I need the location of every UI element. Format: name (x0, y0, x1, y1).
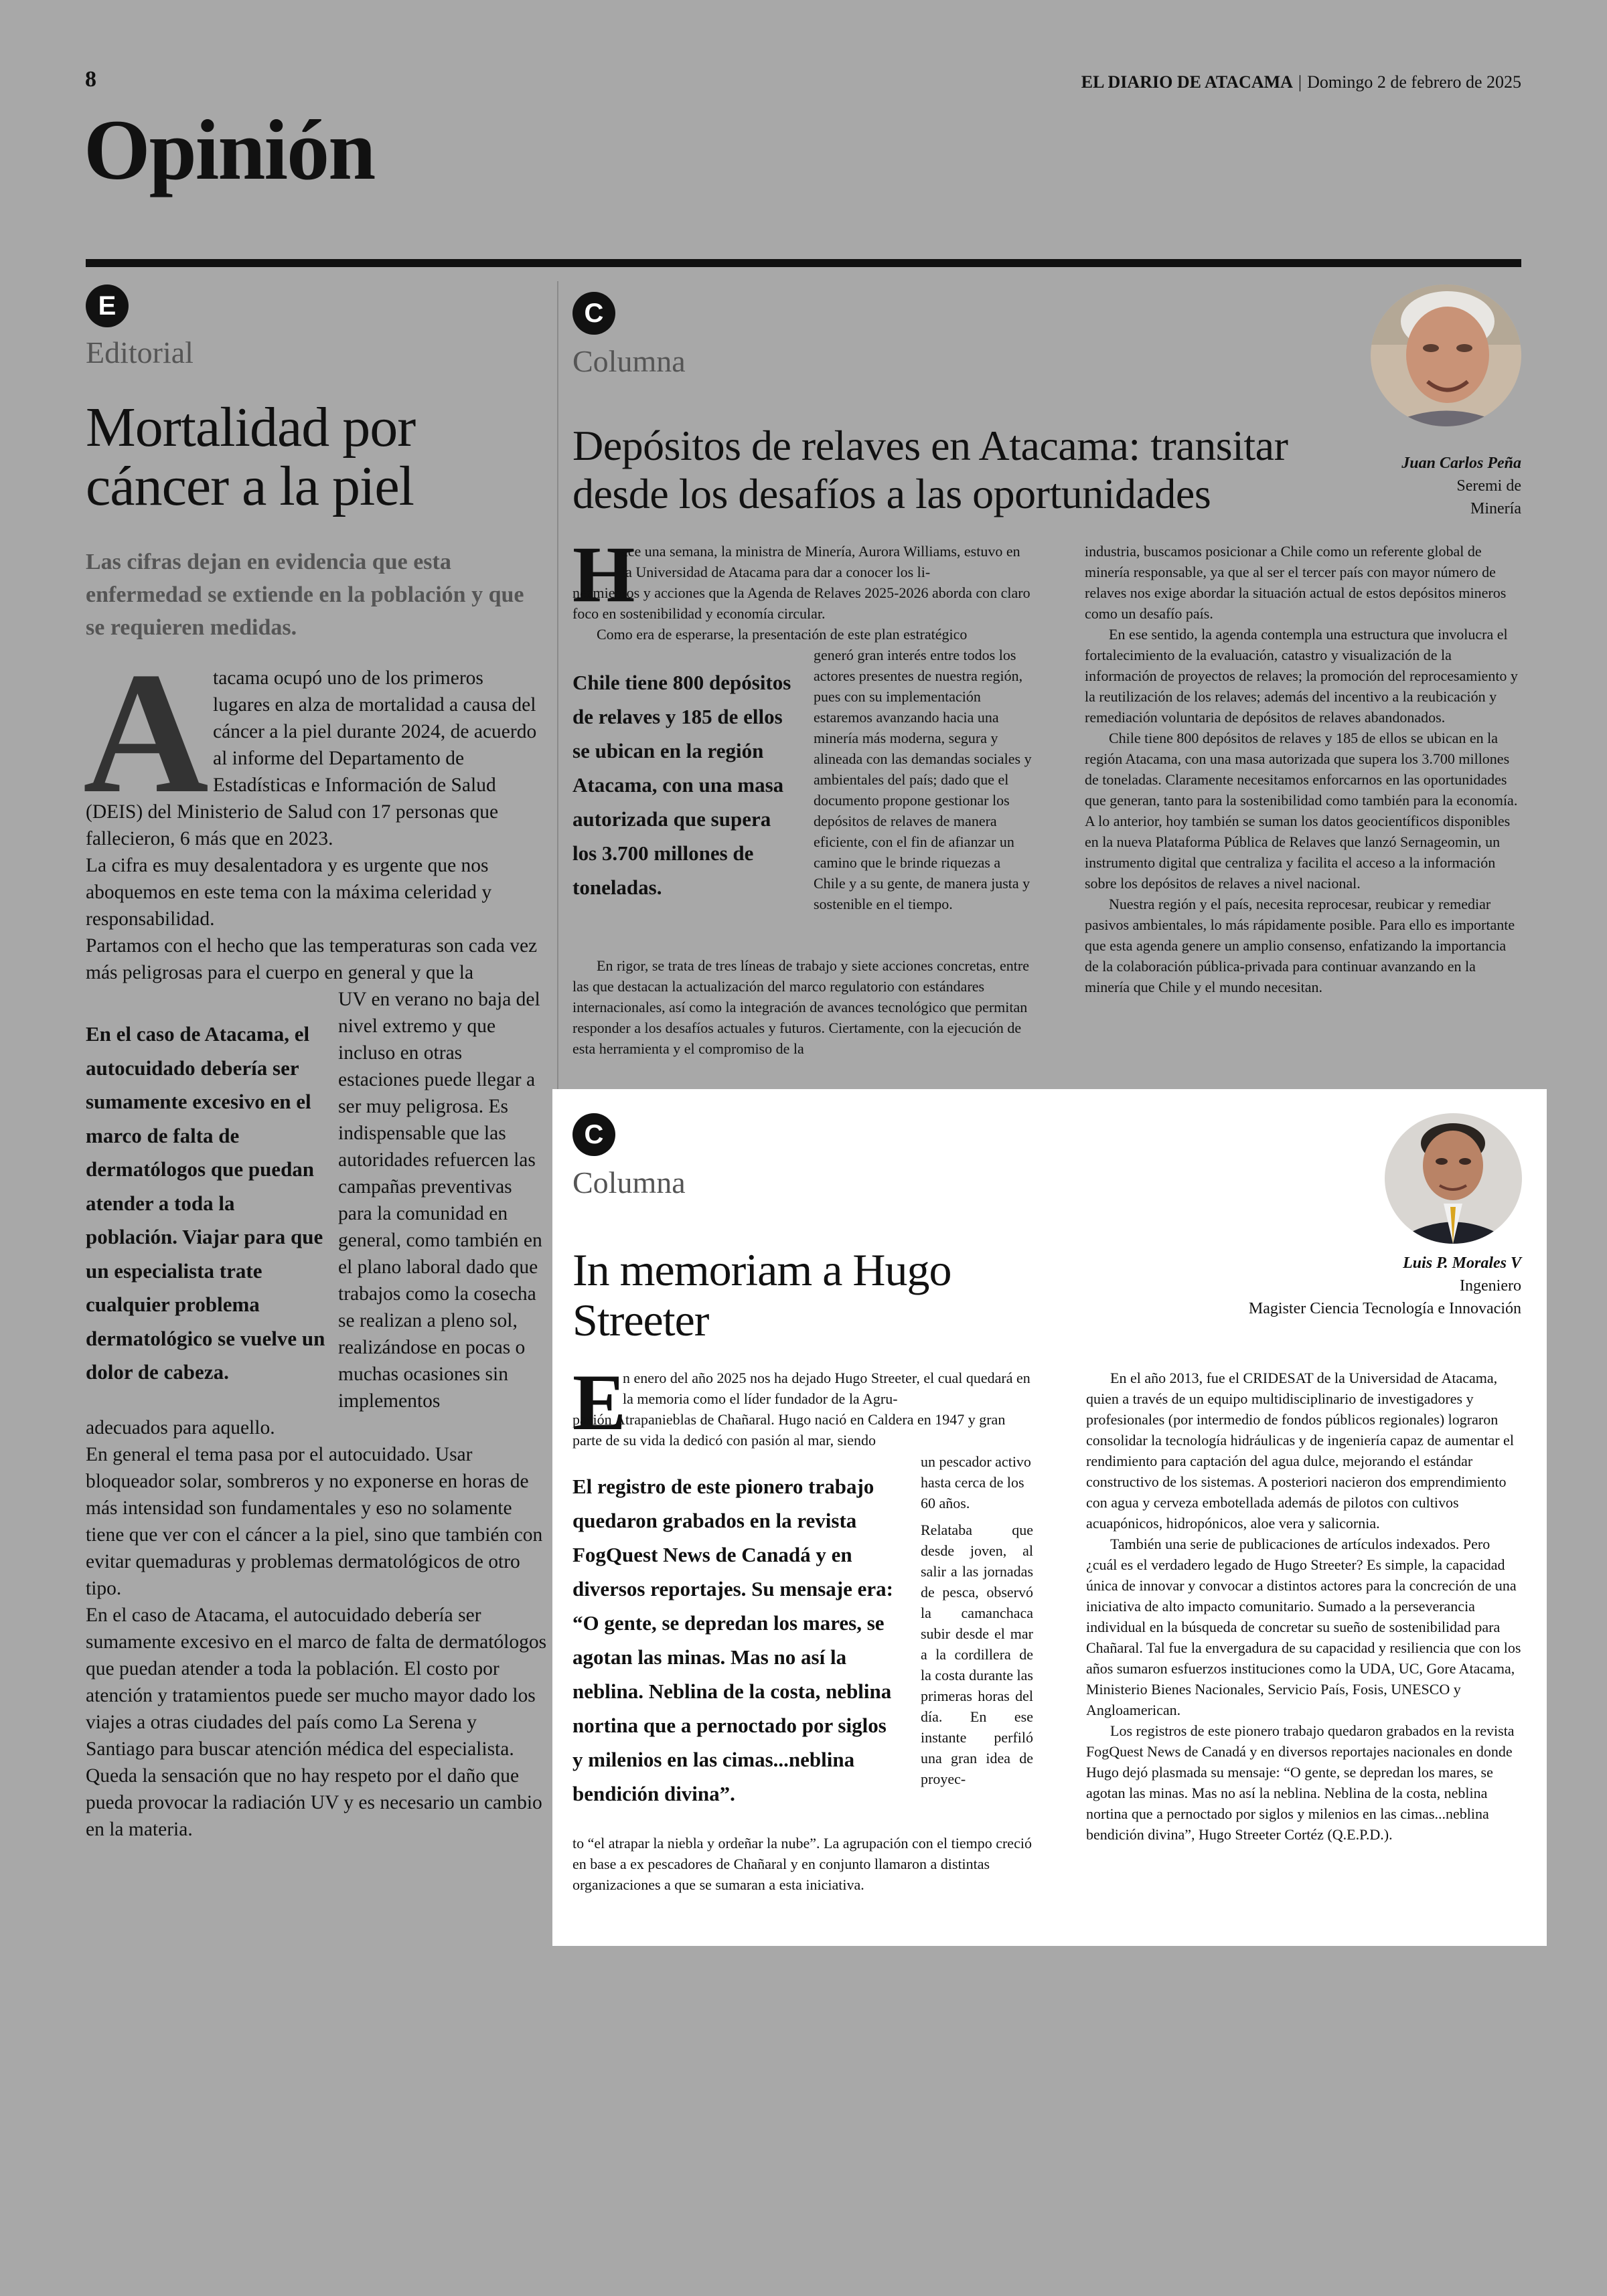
author-photo (1385, 1113, 1522, 1244)
column-title: In memoriam a Hugo Streeter (572, 1244, 951, 1345)
editorial-paragraph: En general el tema pasa por el autocuidado. Usar bloqueador solar, sombreros y no exponerse en horas de más intensidad son fundamentales y eso no solamente tiene que ver con el cáncer a la piel, sino que también con evitar quemaduras y problemas dermatológicos de otro tipo. (86, 1444, 543, 1599)
author-role: Minería (1470, 500, 1521, 517)
column-paragraph: También una serie de publicaciones de artículos indexados. Pero ¿cuál es el verdadero legado de Hugo Streeter? Es simple, la capacidad única de innovar y convocar a distintos actores para la concreción de una iniciativa de alto impacto comunitario. Sumado a la perseverancia individual en la búsqueda de concretar su sueño de sostenibilidad para Chañaral. Tal fue la envergadura de su capacidad y resiliencia que con los años sumaron esfuerzos instituciones como la UDA, UC, Gore Atacama, Ministerio Bienes Nacionales, Servicio País, Fosis, UNESCO y Angloamerican. (1086, 1536, 1521, 1718)
editorial-paragraph: Queda la sensación que no hay respeto por el daño que pueda provocar la radiación UV y es necesario un cambio en la materia. (86, 1765, 542, 1840)
newspaper-name: EL DIARIO DE ATACAMA (1081, 72, 1293, 92)
column-paragraph: En rigor, se trata de tres líneas de trabajo y siete acciones concretas, entre las que destacan la actualización del marco regulatorio con estándares internacionales, así como la integración de avances tecnológico que permitan responder a los desafíos actuales y futuros. Ciertamente, con la ejecución de esta herramienta y el compromiso de la (572, 957, 1029, 1057)
column-paragraph: ace una semana, la ministra de Minería, Aurora Williams, estuvo en la Universidad de Atacama para dar a conocer los li- (621, 543, 1020, 580)
column-paragraph: Chile tiene 800 depósitos de relaves y 185 de ellos se ubican en la región Atacama, con una masa autorizada que supera los 3.700 millones de toneladas. Claramente necesitamos enforcarnos en las oportunidades que generan, tanto para la sostenibilidad como también para la economía. A lo anterior, hoy también se suman los datos geocientíficos disponibles en la nueva Plataforma Pública de Relaves que lanzó Sernageomin, un instrumento digital que centraliza y facilita el acceso a la información sobre los depósitos de relaves a nivel nacional. (1085, 730, 1518, 892)
author-role: Seremi de (1456, 477, 1521, 495)
editorial-dropcap: A (83, 637, 209, 829)
author-portrait-icon (1371, 284, 1521, 426)
column-paragraph: En el año 2013, fue el CRIDESAT de la Universidad de Atacama, quien a través de un equipo multidisciplinario de investigadores y profesionales (por intermedio de fondos públicos regionales) lograron consolidar la tecnología hidráulicas y de ingeniería capaz de aumentar el rendimiento para captación del agua dulce, mejorando el estándar constructivo de los sistemas. A posteriori nacieron dos emprendimiento con agua y cerveza embotellada además de pilotos con cultivos acuapónicos, hidropónicos, aloe vera y salicornia. (1086, 1370, 1514, 1532)
editorial-kicker: Editorial (86, 335, 194, 370)
column-paragraph: Relataba que desde joven, al salir a las jornadas de pesca, observó la camanchaca subir desde el mar a la cordillera de la costa durante las primeras horas del día. En ese instante perfiló una gran idea de proyec- (921, 1522, 1033, 1787)
column-paragraph: generó gran interés entre todos los actores presentes de nuestra región, pues con su implementación estaremos avanzando hacia una minería más moderna, segura y alineada con las demandas sociales y ambientales del país; dado que el documento propone gestionar los depósitos de relaves de manera eficiente, con el fin de afianzar un camino que le brinde riquezas a Chile y a su gente, de manera justa y sostenible en el tiempo. (814, 647, 1032, 912)
column-paragraph: industria, buscamos posicionar a Chile como un referente global de minería responsable, ya que al ser el tercer país con mayor número de relaves nos exige abordar la situación actual de estos depósitos mineros como un desafío país. (1085, 543, 1507, 622)
column-pullquote: El registro de este pionero trabajo quedaron grabados en la revista FogQuest News de Canadá y en diversos reportajes. Su mensaje era: “O gente, se depredan los mares, se agotan las minas. Mas no así la neblina. Neblina de la costa, neblina nortina que a pernoctado por siglos y milenios en las cimas...neblina bendición divina”. (572, 1475, 893, 1805)
editorial-badge: E (86, 284, 129, 327)
column-dropcap: E (572, 1358, 627, 1447)
page-number: 8 (85, 67, 96, 92)
editorial-paragraph: (DEIS) del Ministerio de Salud con 17 personas que fallecieron, 6 más que en 2023. (86, 801, 499, 849)
issue-date: Domingo 2 de febrero de 2025 (1307, 72, 1521, 92)
column-paragraph: to “el atrapar la niebla y ordeñar la nube”. La agrupación con el tiempo creció en base a ex pescadores de Chañaral y en conjunto llamaron a distintas organizaciones a que se sumaran a esta iniciativa. (572, 1835, 1032, 1893)
column-badge: C (572, 1113, 615, 1156)
masthead-separator: | (1298, 72, 1302, 92)
column-pullquote: Chile tiene 800 depósitos de relaves y 185 de ellos se ubican en la región Atacama, con una masa autorizada que supera los 3.700 millones de toneladas. (572, 671, 791, 899)
column-paragraph: Nuestra región y el país, necesita reprocesar, reubicar y remediar pasivos ambientales, lo más rápidamente posible. Para ello es importante que esta agenda genere un amplio consenso, enfatizando la importancia de la colaboración pública-privada para continuar avanzando en la minería que Chile y el mundo necesitan. (1085, 896, 1515, 995)
editorial-lead: Las cifras dejan en evidencia que esta enfermedad se extiende en la población y que se requieren medidas. (86, 550, 524, 640)
column-paragraph: pación Atrapanieblas de Chañaral. Hugo nació en Caldera en 1947 y gran parte de su vida la dedicó con pasión al mar, siendo (572, 1411, 1006, 1449)
top-rule (86, 259, 1521, 267)
column-right-text (1085, 541, 1521, 997)
column-paragraph: neamientos y acciones que la Agenda de Relaves 2025-2026 aborda con claro foco en sostenibilidad y economía circular. (572, 584, 1030, 622)
editorial-paragraph: La cifra es muy desalentadora y es urgente que nos aboquemos en este tema con la máxima celeridad y responsabilidad. (86, 855, 492, 930)
editorial-pullquote: En el caso de Atacama, el autocuidado debería ser sumamente excesivo en el marco de falta de dermatólogos que puedan atender a toda la población. Viajar para que un especialista trate cualquier problema dermatológico se vuelve un dolor de cabeza. (86, 1022, 325, 1384)
editorial-body-continued (86, 1414, 548, 1843)
editorial-paragraph: En el caso de Atacama, el autocuidado debería ser sumamente excesivo en el marco de falta de dermatólogos que puedan atender a toda la población. El costo por atención y tratamientos puede ser mucho mayor dado los viajes a otras ciudades del país como La Serena y Santiago para buscar atención médica del especialista. (86, 1605, 547, 1760)
column-kicker: Columna (572, 1165, 686, 1200)
masthead (1081, 72, 1521, 92)
column-paragraph: Como era de esperarse, la presentación de este plan estratégico (597, 626, 968, 643)
editorial-paragraph: tacama ocupó uno de los primeros lugares en alza de mortalidad a causa del cáncer a la piel durante 2024, de acuerdo al informe del Departamento de Estadísticas e Información de Salud (213, 667, 537, 796)
column-author-block (1401, 452, 1521, 520)
column-kicker: Columna (572, 344, 686, 378)
author-name: Juan Carlos Peña (1401, 455, 1521, 472)
column-author-block (1187, 1252, 1521, 1320)
column-dropcap: H (572, 529, 635, 619)
column-divider (557, 281, 558, 1091)
author-photo (1371, 284, 1521, 426)
editorial-paragraph: adecuados para aquello. (86, 1417, 275, 1439)
column-paragraph: En ese sentido, la agenda contempla una estructura que involucra el fortalecimiento de la evaluación, catastro y visualización de la información de proyectos de relaves; la promoción del reprocesamiento y la reutilización de los relaves; además del incentivo a la reubicación y remediación voluntaria de depósitos de relaves abandonados. (1085, 626, 1518, 726)
author-role: Ingeniero (1460, 1277, 1521, 1295)
column-paragraph: Los registros de este pionero trabajo quedaron grabados en la revista FogQuest News de Canadá y en diversos reportajes nacionales en donde Hugo dejó plasmada su mensaje: “O gente, se depredan los mares, se agotan las minas. Mas no así la neblina. Neblina de la costa, neblina nortina que a pernoctado por siglos y milenios en las cimas...neblina bendición divina”, Hugo Streeter Cortéz (Q.E.P.D.). (1086, 1722, 1515, 1843)
column-badge: C (572, 292, 615, 335)
editorial-title: Mortalidad por cáncer a la piel (86, 396, 416, 517)
section-title: Opinión (84, 102, 375, 197)
author-name: Luis P. Morales V (1403, 1254, 1521, 1272)
column-title: Depósitos de relaves en Atacama: transitar desde los desafíos a las oportunidades (572, 422, 1288, 517)
column-paragraph: un pescador activo hasta cerca de los 60 años. (921, 1453, 1031, 1511)
column-right-text (1086, 1368, 1521, 1845)
editorial-paragraph: Partamos con el hecho que las temperaturas son cada vez más peligrosas para el cuerpo en general y que la (86, 935, 538, 983)
author-role: Magister Ciencia Tecnología e Innovación (1248, 1300, 1521, 1317)
author-portrait-icon (1385, 1113, 1522, 1244)
editorial-paragraph: UV en verano no baja del nivel extremo y que incluso en otras estaciones puede llegar a ser muy peligrosa. Es indispensable que las autoridades refuercen las campañas preventivas para la comunidad en general, como también en el plano laboral dado que trabajos como la cosecha se realizan a pleno sol, realizándose en pocas o muchas ocasiones sin implementos (338, 989, 542, 1412)
column-paragraph: n enero del año 2025 nos ha dejado Hugo Streeter, el cual quedará en la memoria como el líder fundador de la Agru- (623, 1370, 1030, 1407)
